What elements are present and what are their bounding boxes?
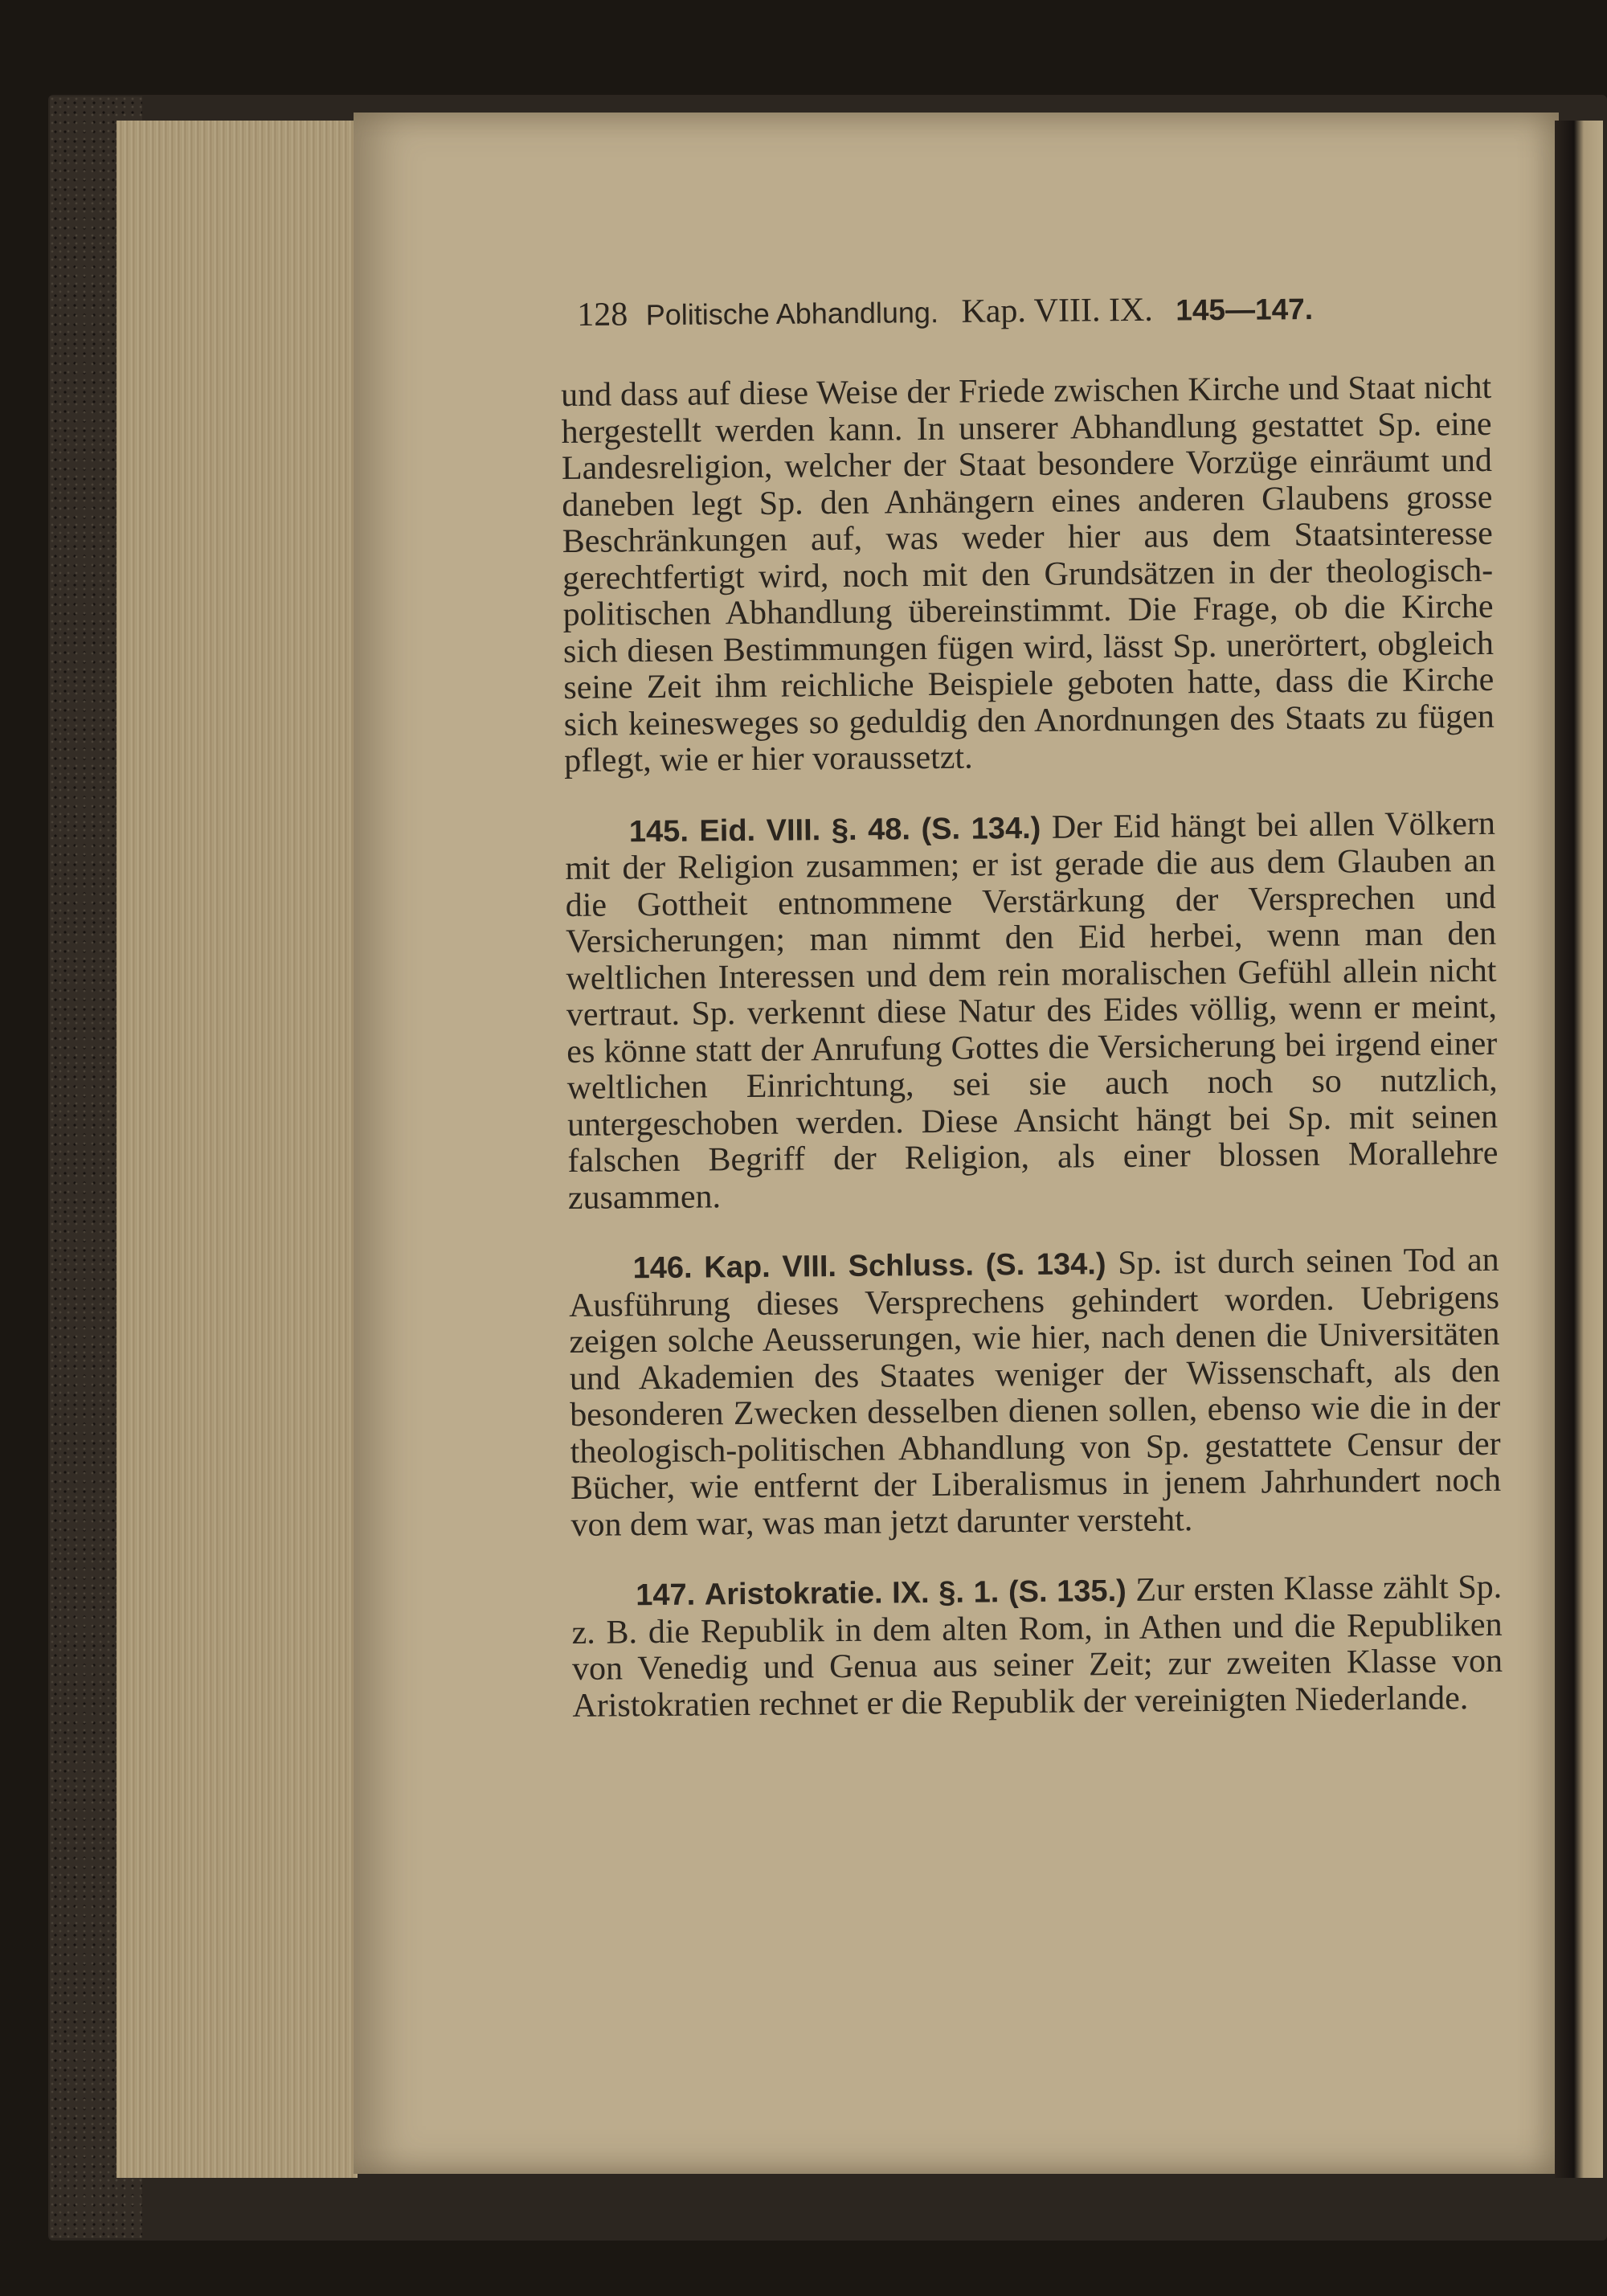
note-147-ref: IX. §. 1. (S. 135.) bbox=[891, 1574, 1127, 1610]
note-146-title: Kap. VIII. Schluss. bbox=[704, 1248, 975, 1285]
note-145-text: Der Eid hängt bei allen Völkern mit der Religion zusammen; er ist gerade die aus dem Glauben an die Gottheit entnommene Verstärkung der Versprechen und Versicherungen; man nimmt den Eid herbei, wenn man den weltlichen Interessen und dem rein moralischen Gefühl allein nicht vertraut. Sp. verkennt diese Natur des Eides völlig, wenn er meint, es könne statt der Anrufung Gottes die Versicherung bei irgend einer weltlichen Einrichtung, sei sie auch noch so nutzlich, untergeschoben werden. Diese Ansicht hängt bei Sp. mit seinen falschen Begriff der Religion, als einer blossen Morallehre zusammen. bbox=[565, 804, 1499, 1217]
page-body bbox=[561, 370, 1503, 1725]
note-145 bbox=[565, 805, 1499, 1217]
chapter-ref: Kap. VIII. IX. bbox=[961, 291, 1153, 330]
note-147-text: Zur ersten Klasse zählt Sp. z. B. die Republik in dem alten Rom, in Athen und die Republiken von Venedig und Genua aus seiner Zeit; zur zweiten Klasse von Aristokratien rechnet er die Republik der vereinigten Niederlande. bbox=[571, 1568, 1503, 1725]
note-146 bbox=[568, 1242, 1501, 1544]
note-146-text: Sp. ist durch seinen Tod an Ausführung dieses Versprechens gehindert worden. Uebrigens zeigen solche Aeusserungen, wie hier, nach denen die Universitäten und Akademien des Staates weniger der Wissenschaft, als den besonderen Zwecken desselben dienen sollen, ebenso wie die in der theologisch-politischen Abhandlung von Sp. gestattete Censur der Bücher, wie entfernt der Liberalismus in jenem Jahrhundert noch von dem war, was man jetzt darunter versteht. bbox=[568, 1241, 1502, 1544]
note-146-ref: (S. 134.) bbox=[985, 1247, 1106, 1283]
page-edges bbox=[117, 121, 358, 2178]
note-146-number: 146. bbox=[632, 1250, 693, 1286]
note-145-ref: VIII. §. 48. (S. 134.) bbox=[766, 811, 1041, 848]
note-145-title: Eid. bbox=[699, 813, 756, 849]
facing-page-edge bbox=[1555, 121, 1603, 2178]
note-147 bbox=[571, 1570, 1503, 1725]
opening-paragraph: und dass auf diese Weise der Friede zwischen Kirche und Staat nicht hergestellt werden kann. In unserer Abhandlung gestattet Sp. eine Landesreligion, welcher der Staat besondere Vorzüge einräumt und daneben legt Sp. den Anhängern eines anderen Glaubens grosse Beschränkungen auf, was weder hier aus dem Staatsinteresse gerechtfertigt wird, noch mit den Grundsätzen in der theologisch-politischen Abhandlung übereinstimmt. Die Frage, ob die Kirche sich diesen Bestimmungen fügen wird, lässt Sp. unerörtert, obgleich seine Zeit ihm reichliche Beispiele geboten hatte, dass die Kirche sich keinesweges so geduldig den Anordnungen des Staats zu fügen pflegt, wie er hier voraussetzt. bbox=[560, 368, 1495, 780]
note-147-number: 147. bbox=[636, 1578, 696, 1613]
page-number: 128 bbox=[577, 296, 628, 334]
note-147-title: Aristokratie. bbox=[704, 1576, 883, 1612]
section-title: Politische Abhandlung. bbox=[645, 296, 939, 332]
running-head bbox=[577, 289, 1429, 344]
notes-range: 145—147. bbox=[1176, 293, 1314, 327]
note-145-number: 145. bbox=[628, 814, 689, 849]
